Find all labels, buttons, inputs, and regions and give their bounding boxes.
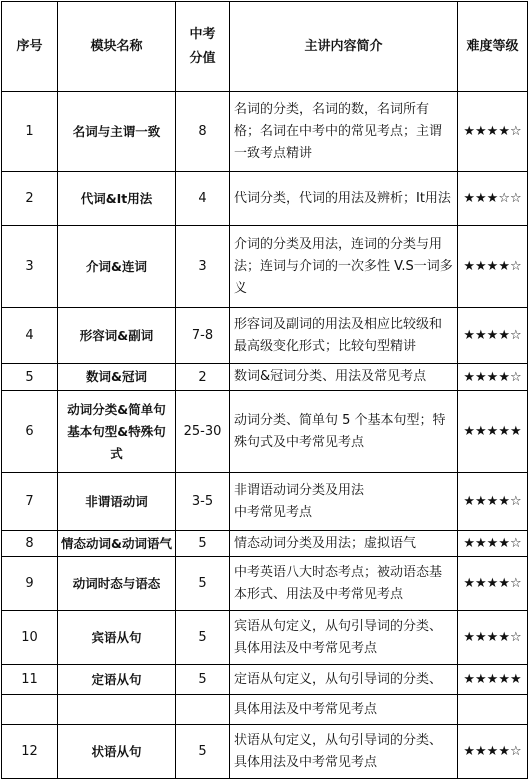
row-number	[2, 695, 58, 725]
table-row	[2, 557, 528, 611]
row-level: ★★★★☆	[458, 473, 528, 531]
row-level: ★★★★☆	[458, 725, 528, 779]
row-content: 定语从句定义，从句引导词的分类、	[230, 665, 458, 695]
row-module: 代词&It用法	[58, 172, 176, 226]
row-module: 动词分类&简单句基本句型&特殊句式	[58, 391, 176, 473]
row-module: 形容词&副词	[58, 308, 176, 364]
row-content: 代词分类，代词的用法及辨析；It用法	[230, 172, 458, 226]
row-module	[58, 695, 176, 725]
row-content: 情态动词分类及用法；虚拟语气	[230, 531, 458, 557]
row-module: 宾语从句	[58, 611, 176, 665]
row-module: 介词&连词	[58, 226, 176, 308]
row-score: 4	[176, 172, 230, 226]
row-content: 非谓语动词分类及用法 中考常见考点	[230, 473, 458, 531]
row-score: 5	[176, 665, 230, 695]
row-number: 10	[2, 611, 58, 665]
row-number: 2	[2, 172, 58, 226]
header-level: 难度等级	[458, 2, 528, 92]
row-content: 状语从句定义，从句引导词的分类、具体用法及中考常见考点	[230, 725, 458, 779]
row-number: 1	[2, 92, 58, 172]
row-score: 8	[176, 92, 230, 172]
row-module: 状语从句	[58, 725, 176, 779]
table-row	[2, 725, 528, 779]
row-content: 数词&冠词分类、用法及常见考点	[230, 364, 458, 391]
row-level: ★★★★☆	[458, 611, 528, 665]
table-row-continuation	[2, 695, 528, 725]
row-content: 形容词及副词的用法及相应比较级和最高级变化形式；比较句型精讲	[230, 308, 458, 364]
row-module: 情态动词&动词语气	[58, 531, 176, 557]
row-score: 3	[176, 226, 230, 308]
row-module: 数词&冠词	[58, 364, 176, 391]
row-level: ★★★★★	[458, 665, 528, 695]
row-score: 2	[176, 364, 230, 391]
row-level: ★★★☆☆	[458, 172, 528, 226]
table-row	[2, 308, 528, 364]
row-number: 8	[2, 531, 58, 557]
row-number: 12	[2, 725, 58, 779]
row-score: 5	[176, 557, 230, 611]
row-score: 7-8	[176, 308, 230, 364]
row-number: 11	[2, 665, 58, 695]
table-row	[2, 611, 528, 665]
row-number: 6	[2, 391, 58, 473]
table-row	[2, 391, 528, 473]
row-content: 介词的分类及用法，连词的分类与用法；连词与介词的一次多性 V.S一词多义	[230, 226, 458, 308]
row-score: 5	[176, 611, 230, 665]
row-score: 25-30	[176, 391, 230, 473]
row-level: ★★★★☆	[458, 308, 528, 364]
row-level: ★★★★☆	[458, 557, 528, 611]
table-row	[2, 531, 528, 557]
row-module: 定语从句	[58, 665, 176, 695]
row-score: 3-5	[176, 473, 230, 531]
row-number: 9	[2, 557, 58, 611]
header-score: 中考 分值	[176, 2, 230, 92]
table-row	[2, 665, 528, 695]
row-number: 7	[2, 473, 58, 531]
row-score: 5	[176, 725, 230, 779]
row-level: ★★★★☆	[458, 364, 528, 391]
course-table	[1, 1, 528, 779]
row-module: 名词与主谓一致	[58, 92, 176, 172]
row-content: 宾语从句定义，从句引导词的分类、具体用法及中考常见考点	[230, 611, 458, 665]
row-module: 动词时态与语态	[58, 557, 176, 611]
row-level: ★★★★☆	[458, 531, 528, 557]
header-content: 主讲内容简介	[230, 2, 458, 92]
row-number: 5	[2, 364, 58, 391]
table-row	[2, 473, 528, 531]
row-level: ★★★★☆	[458, 92, 528, 172]
row-content: 动词分类、简单句 5 个基本句型；特殊句式及中考常见考点	[230, 391, 458, 473]
row-level: ★★★★☆	[458, 226, 528, 308]
row-number: 4	[2, 308, 58, 364]
table-row	[2, 226, 528, 308]
header-module: 模块名称	[58, 2, 176, 92]
row-content: 具体用法及中考常见考点	[230, 695, 458, 725]
row-number: 3	[2, 226, 58, 308]
row-level: ★★★★★	[458, 391, 528, 473]
row-score	[176, 695, 230, 725]
table-row	[2, 92, 528, 172]
row-content: 中考英语八大时态考点；被动语态基本形式、用法及中考常见考点	[230, 557, 458, 611]
table-row	[2, 172, 528, 226]
table-row	[2, 364, 528, 391]
row-score: 5	[176, 531, 230, 557]
row-level	[458, 695, 528, 725]
header-number: 序号	[2, 2, 58, 92]
row-content: 名词的分类，名词的数，名词所有格；名词在中考中的常见考点；主谓一致考点精讲	[230, 92, 458, 172]
header-row	[2, 2, 528, 92]
row-module: 非谓语动词	[58, 473, 176, 531]
